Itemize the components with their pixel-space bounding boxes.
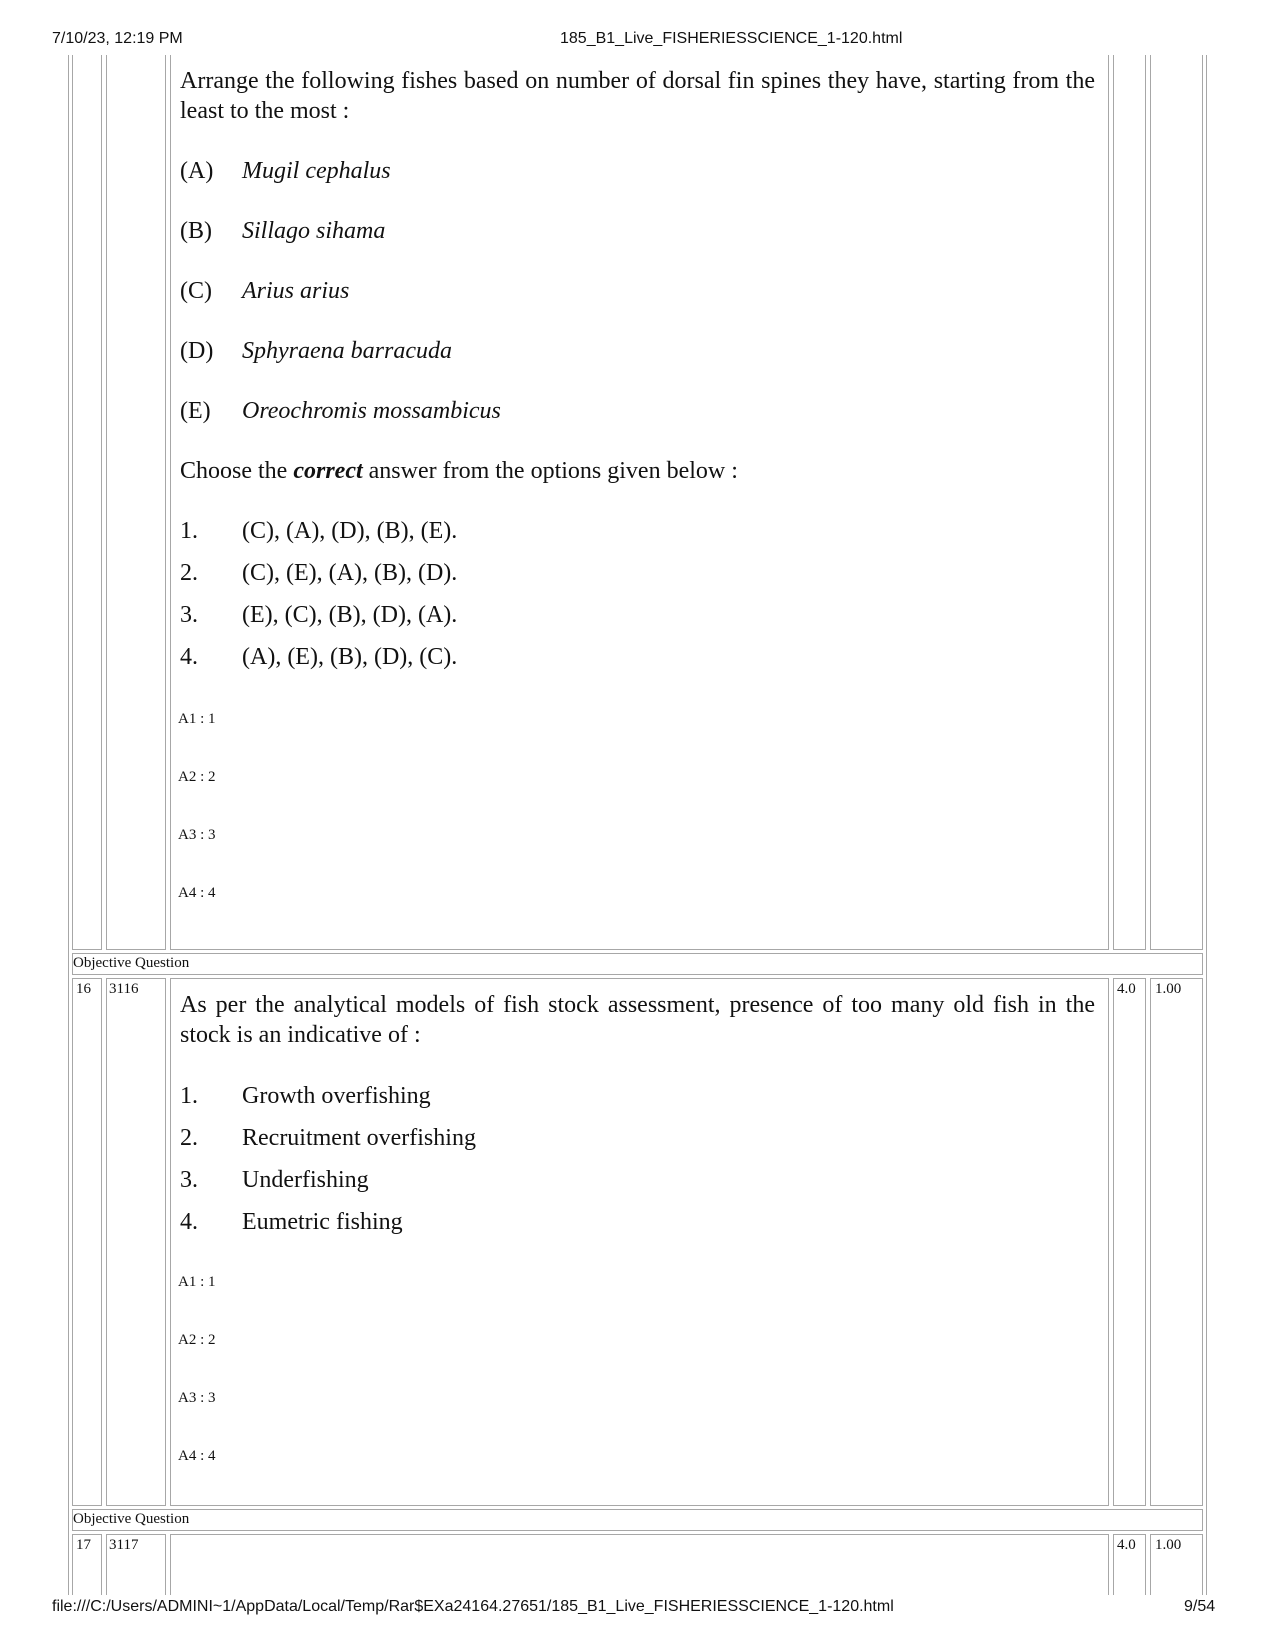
item-text: Sillago sihama — [242, 218, 386, 244]
document-title: 185_B1_Live_FISHERIESSCIENCE_1-120.html — [560, 30, 903, 47]
q16-id-cell — [106, 978, 166, 1506]
item-label: (D) — [180, 338, 214, 364]
item-label: (A) — [180, 158, 214, 184]
q15-answer-4: A4 : 4 — [178, 885, 216, 901]
q15-body-cell — [170, 55, 1109, 950]
item-label: (B) — [180, 218, 212, 244]
q15-instruction — [180, 456, 738, 486]
option-text: (E), (C), (B), (D), (A). — [242, 602, 458, 628]
q15-neg-cell — [1150, 55, 1203, 950]
instruction-emphasis: correct — [293, 458, 363, 484]
q17-serial-number: 17 — [76, 1537, 91, 1553]
q16-stem: As per the analytical models of fish stock assessment, presence of too many old fish in the stock is an indicative of : — [180, 992, 1095, 1048]
q16-question-id: 3116 — [109, 981, 139, 997]
option-text: (C), (A), (D), (B), (E). — [242, 518, 458, 544]
q15-answer-1: A1 : 1 — [178, 711, 216, 727]
instruction-post: answer from the options given below : — [362, 458, 738, 484]
item-label: (C) — [180, 278, 212, 304]
item-label: (E) — [180, 398, 211, 424]
q15-id-cell — [106, 55, 166, 950]
option-text: Growth overfishing — [242, 1083, 431, 1109]
q16-marks: 4.0 — [1117, 981, 1136, 997]
instruction-pre: Choose the — [180, 458, 294, 484]
objective-row-2 — [72, 1509, 1203, 1531]
objective-row-1 — [72, 953, 1203, 975]
option-text: (C), (E), (A), (B), (D). — [242, 560, 458, 586]
q15-stem: Arrange the following fishes based on number of dorsal fin spines they have, starting from the least to the most : — [180, 68, 1095, 124]
option-number: 3. — [180, 1167, 198, 1193]
q17-negative-marks: 1.00 — [1155, 1537, 1182, 1553]
item-text: Oreochromis mossambicus — [242, 398, 501, 424]
q16-marks-cell — [1113, 978, 1146, 1506]
page-number: 9/54 — [1184, 1598, 1216, 1615]
q17-body-cell — [170, 1534, 1109, 1595]
objective-question-label: Objective Question — [73, 955, 190, 971]
option-text: Underfishing — [242, 1167, 369, 1193]
option-number: 4. — [180, 644, 198, 670]
item-text: Arius arius — [242, 278, 350, 304]
q16-body-cell — [170, 978, 1109, 1506]
q17-question-id: 3117 — [109, 1537, 139, 1553]
option-text: Recruitment overfishing — [242, 1125, 476, 1151]
q16-neg-cell — [1150, 978, 1203, 1506]
q16-serial-number: 16 — [76, 981, 91, 997]
option-text: Eumetric fishing — [242, 1209, 403, 1235]
q16-answer-1: A1 : 1 — [178, 1274, 216, 1290]
item-text: Sphyraena barracuda — [242, 338, 452, 364]
item-text: Mugil cephalus — [242, 158, 391, 184]
option-number: 1. — [180, 518, 198, 544]
q15-answer-3: A3 : 3 — [178, 827, 216, 843]
option-text: (A), (E), (B), (D), (C). — [242, 644, 458, 670]
q16-negative-marks: 1.00 — [1155, 981, 1182, 997]
option-number: 2. — [180, 560, 198, 586]
q15-sno-cell — [72, 55, 102, 950]
option-number: 1. — [180, 1083, 198, 1109]
q16-answer-2: A2 : 2 — [178, 1332, 216, 1348]
q15-marks-cell — [1113, 55, 1146, 950]
file-path: file:///C:/Users/ADMINI~1/AppData/Local/Temp/Rar$EXa24164.27651/185_B1_Live_FISHERIESSCIENCE_1-120.html — [52, 1598, 894, 1615]
objective-question-label: Objective Question — [73, 1511, 190, 1527]
q16-sno-cell — [72, 978, 102, 1506]
option-number: 3. — [180, 602, 198, 628]
q16-answer-4: A4 : 4 — [178, 1448, 216, 1464]
print-datetime: 7/10/23, 12:19 PM — [52, 30, 183, 47]
q15-answer-2: A2 : 2 — [178, 769, 216, 785]
q16-answer-3: A3 : 3 — [178, 1390, 216, 1406]
option-number: 2. — [180, 1125, 198, 1151]
q17-marks: 4.0 — [1117, 1537, 1136, 1553]
option-number: 4. — [180, 1209, 198, 1235]
